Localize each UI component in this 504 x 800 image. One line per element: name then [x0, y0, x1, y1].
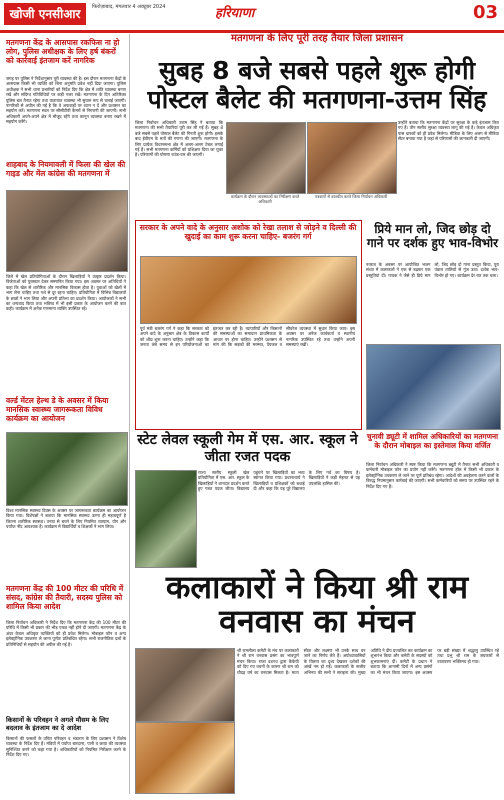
article-text: किसानों की फसलों के उचित परिवहन व भंडारण के लिए प्रशासन ने विशेष व्यवस्था के निर्देश दिए हैं। मंडियों में पर्याप्त बारदाना, पानी व छाया की व्यवस्था सुनिश्चित करने को कहा गया है। अधिकारियों को नियमित निरीक्षण करने के निर्देश दिए गए।	[6, 736, 126, 758]
left-headline-5: किसानों के परिवहन ने अगले मौसम के लिए बदलाव के इंतजाम का दे आदेश	[6, 716, 109, 732]
article-text: पूर्व मंत्री बजरंग गर्ग ने कहा कि सरकार को अपने वादे के अनुसार क्षेत्र के विकास कार्यों को शीघ्र शुरू करना चाहिए। उन्होंने कहा कि जनता लंबे समय से इन परियोजनाओं का इंतजार कर रही है। व्यापारियों और किसानों की समस्याओं का समाधान प्राथमिकता के आधार पर होना चाहिए। उन्होंने प्रशासन से मांग की कि सड़कों की मरम्मत, पेयजल व सीवरेज व्यवस्था में सुधार किया जाए। इस अवसर पर अनेक कार्यकर्ता व स्थानीय नागरिक उपस्थित रहे तथा उन्होंने अपनी समस्याएं रखीं।	[140, 326, 355, 348]
article-text: श्री रामलीला कमेटी के मंच पर कलाकारों ने श्री राम वनवास प्रसंग का भावपूर्ण मंचन किया। राजा दशरथ द्वारा कैकेयी को दिए गए वचनों के कारण श्री राम को चौदह वर्ष का वनवास मिलता है। माता सीता और लक्ष्मण भी उनके साथ वन जाने का निर्णय लेते हैं। अयोध्यावासियों के विलाप का दृश्य देखकर दर्शकों की आंखें नम हो गईं। कलाकारों के सजीव अभिनय की सभी ने सराहना की। मुख्य अतिथि ने दीप प्रज्वलित कर कार्यक्रम का शुभारंभ किया और कमेटी के सदस्यों को शुभकामनाएं दीं। कमेटी के प्रधान ने बताया कि आगामी दिनों में अन्य प्रसंगों का भी मंचन किया जाएगा। इस अवसर पर बड़ी संख्या में श्रद्धालु उपस्थित रहे तथा प्रभु श्री राम के जयकारों से वातावरण भक्तिमय हो गया।	[237, 648, 499, 675]
photo	[140, 256, 357, 324]
page-number: 03	[472, 2, 498, 23]
main-headline: सुबह 8 बजे सबसे पहले शुरू होगी पोस्टल बैलेट की मतगणना-उत्तम सिंह	[147, 56, 487, 114]
article-text: नवरात्र के अवसर पर आयोजित भजन संध्या में कलाकारों ने एक से बढ़कर एक प्रस्तुतियां दीं। गायक ने जैसे ही प्रिये मान लो, जिद छोड़ दो गाना प्रस्तुत किया, पूरा पंडाल तालियों से गूंज उठा। दर्शक भाव-विभोर हो गए। कार्यक्रम देर रात तक चला।	[366, 262, 499, 278]
section-title: हरियाणा	[215, 6, 255, 21]
right-headline: प्रिये मान लो, जिद छोड़ दो गाने पर दर्शक हुए भाव-विभोर	[366, 222, 499, 250]
sports-headline: स्टेट लेवल स्कूली गेम में एस. आर. स्कूल ने जीता रजत पदक	[137, 432, 358, 465]
photo	[135, 648, 235, 722]
article-text: राज्य स्तरीय स्कूली खेल प्रतियोगिता में एस. आर. स्कूल के खिलाड़ियों ने शानदार प्रदर्शन करते हुए रजत पदक जीता। विद्यालय पहुंचने पर खिलाड़ियों का भव्य स्वागत किया गया। प्रधानाचार्य ने खिलाड़ियों व प्रशिक्षकों को बधाई दी और कहा कि यह पूरे विद्यालय के लिए गर्व का विषय है। खिलाड़ियों ने कड़ी मेहनत से यह उपलब्धि हासिल की।	[198, 470, 360, 492]
article-text: जिला निर्वाचन अधिकारी उत्तम सिंह ने बताया कि मतगणना की सभी तैयारियां पूरी कर ली गई हैं। सुबह 8 बजे सबसे पहले पोस्टल बैलेट की गिनती शुरू होगी। इसके बाद ईवीएम के मतों की गणना की जाएगी। मतगणना के लिए प्रत्येक विधानसभा क्षेत्र में अलग-अलग टेबल लगाई गई हैं। सभी मतगणना कर्मियों को प्रशिक्षण दिया जा चुका है। परिणामों की घोषणा राउंड-वार की जाएगी।	[135, 120, 223, 158]
photo	[366, 344, 501, 430]
article-text: जिले में खेल प्रतियोगिताओं के दौरान खिलाड़ियों ने उत्कृष्ट प्रदर्शन किया। विजेताओं को पुरस्कार देकर सम्मानित किया गया। इस अवसर पर अतिथियों ने कहा कि खेल से शारीरिक और मानसिक विकास होता है। युवाओं को खेलों में भाग लेना चाहिए तथा नशे से दूर रहना चाहिए। प्रतियोगिता में विभिन्न विद्यालयों के छात्रों ने भाग लिया और अपनी प्रतिभा का प्रदर्शन किया। आयोजकों ने सभी का धन्यवाद किया तथा भविष्य में भी इसी प्रकार के आयोजन करने की बात कही। कार्यक्रम में अनेक गणमान्य व्यक्ति उपस्थित रहे।	[6, 274, 126, 312]
article-text: जगह पर पुलिस ने निर्देशानुसार पूरी व्यवस्था की है। इस दौरान मतगणना केंद्रों के आसपास किसी भी व्यक्ति को बिना अनुमति प्रवेश नहीं दिया जाएगा। पुलिस अधीक्षक ने सभी थाना प्रभारियों को निर्देश दिए कि क्षेत्र में शांति व्यवस्था बनाए रखें और संदिग्ध गतिविधियों पर कड़ी नजर रखें। मतगणना के दिन अतिरिक्त पुलिस बल तैनात रहेगा तथा यातायात व्यवस्था भी सुचारु रूप से चलाई जाएगी। नागरिकों से अपील की गई है कि वे अफवाहों पर ध्यान न दें और प्रशासन का सहयोग करें। मतगणना स्थल पर सीसीटीवी कैमरों से निगरानी की जाएगी। सभी अधिकारी अपने-अपने क्षेत्र में मौजूद रहेंगे तथा कानून व्यवस्था बनाए रखने में सहयोग करेंगे।	[6, 76, 126, 125]
article-text: विश्व मानसिक स्वास्थ्य दिवस के अवसर पर जागरूकता कार्यक्रम का आयोजन किया गया। विशेषज्ञों ने बताया कि मानसिक स्वास्थ्य उतना ही महत्वपूर्ण है जितना शारीरिक स्वास्थ्य। तनाव से बचने के लिए नियमित व्यायाम, योग और पर्याप्त नींद आवश्यक है। कार्यक्रम में विद्यार्थियों व शिक्षकों ने भाग लिया।	[6, 508, 126, 530]
photo	[6, 190, 128, 272]
photo	[135, 470, 197, 568]
left-headline-4: मतगणना केंद्र की 100 मीटर की परिधि में संसद, कांग्रेस की तैयारी, सदस्य पुलिस को शामिल किया आदेश	[6, 584, 124, 611]
issue-meta: फिरोज़ाबाद, मंगलवार 4 अक्टूबर 2024	[92, 4, 166, 10]
photo-caption: पत्रकारों से बातचीत करते जिला निर्वाचन अधिकारी	[314, 194, 388, 199]
article-text: जिला निर्वाचन अधिकारी ने निर्देश दिए कि मतगणना केंद्र की 100 मीटर की परिधि में किसी भी प्रकार की भीड़ एकत्र नहीं होने दी जाएगी। मतगणना केंद्र के अंदर केवल अधिकृत व्यक्तियों को ही प्रवेश मिलेगा। मोबाइल फोन व अन्य इलेक्ट्रॉनिक उपकरण ले जाना पूर्णतः प्रतिबंधित रहेगा। सभी राजनीतिक दलों के प्रतिनिधियों से सहयोग की अपील की गई है।	[6, 620, 126, 647]
photo-caption: कार्यक्रम के दौरान व्यवस्थाओं का निरीक्षण करते अधिकारी	[230, 194, 300, 204]
left-headline-1: मतगणना केंद्र के आसपास रकफिस ना हो लोग, पुलिस अधीक्षक के लिए हर्ष बंकरों को कार्रवाई इंतजाम करें नागरिक	[6, 38, 120, 65]
box-headline: सरकार के अपने वादे के अनुसार अशोक को रेखा तलाश से जोड़ने व दिल्ली की खुदाई का काम शुरू करना चाहिए- बजरंग गर्ग	[139, 223, 357, 242]
photo	[307, 122, 397, 194]
feature-headline: कलाकारों ने किया श्री राम वनवास का मंचन	[165, 568, 469, 640]
election-headline: चुनावी ड्यूटी में शामिल अधिकारियों का मतगणना के दौरान मोबाइल का इस्तेमाल किया वर्जित	[366, 432, 499, 450]
column-divider	[129, 34, 130, 794]
left-headline-3: वर्ल्ड मेंटल हेल्थ डे के अवसर में किया मानसिक स्वास्थ्य जागरूकता विविध कार्यक्रम का आयोजन	[6, 396, 109, 423]
photo	[226, 122, 306, 194]
photo	[135, 722, 235, 794]
article-text: उन्होंने बताया कि मतगणना केंद्रों पर सुरक्षा के कड़े इंतजाम किए गए हैं। तीन स्तरीय सुरक्षा व्यवस्था लागू की गई है। केवल अधिकृत पास धारकों को ही प्रवेश मिलेगा। मीडिया के लिए अलग से मीडिया सेंटर बनाया गया है जहां से परिणामों की जानकारी दी जाएगी।	[398, 120, 499, 142]
section-strip: मतगणना के लिए पूरी तरह तैयार जिला प्रशासन	[230, 33, 404, 44]
photo	[6, 432, 128, 506]
left-headline-2: शाहबाद के नियमावली में फिला की खेल की गाइड और मेंल कांग्रेस की मतगणना में	[6, 160, 126, 178]
article-text: जिला निर्वाचन अधिकारी ने स्पष्ट किया कि मतगणना ड्यूटी में तैनात सभी अधिकारी व कर्मचारी मोबाइल फोन का प्रयोग नहीं करेंगे। मतगणना हॉल में किसी भी प्रकार के इलेक्ट्रॉनिक उपकरण ले जाने पर पूर्ण प्रतिबंध रहेगा। आदेशों की अवहेलना करने वालों के विरुद्ध नियमानुसार कार्रवाई की जाएगी। सभी कर्मचारियों को समय पर उपस्थित रहने के निर्देश दिए गए हैं।	[366, 462, 499, 489]
newspaper-logo: खोजी एनसीआर	[4, 3, 86, 25]
masthead	[0, 0, 504, 33]
